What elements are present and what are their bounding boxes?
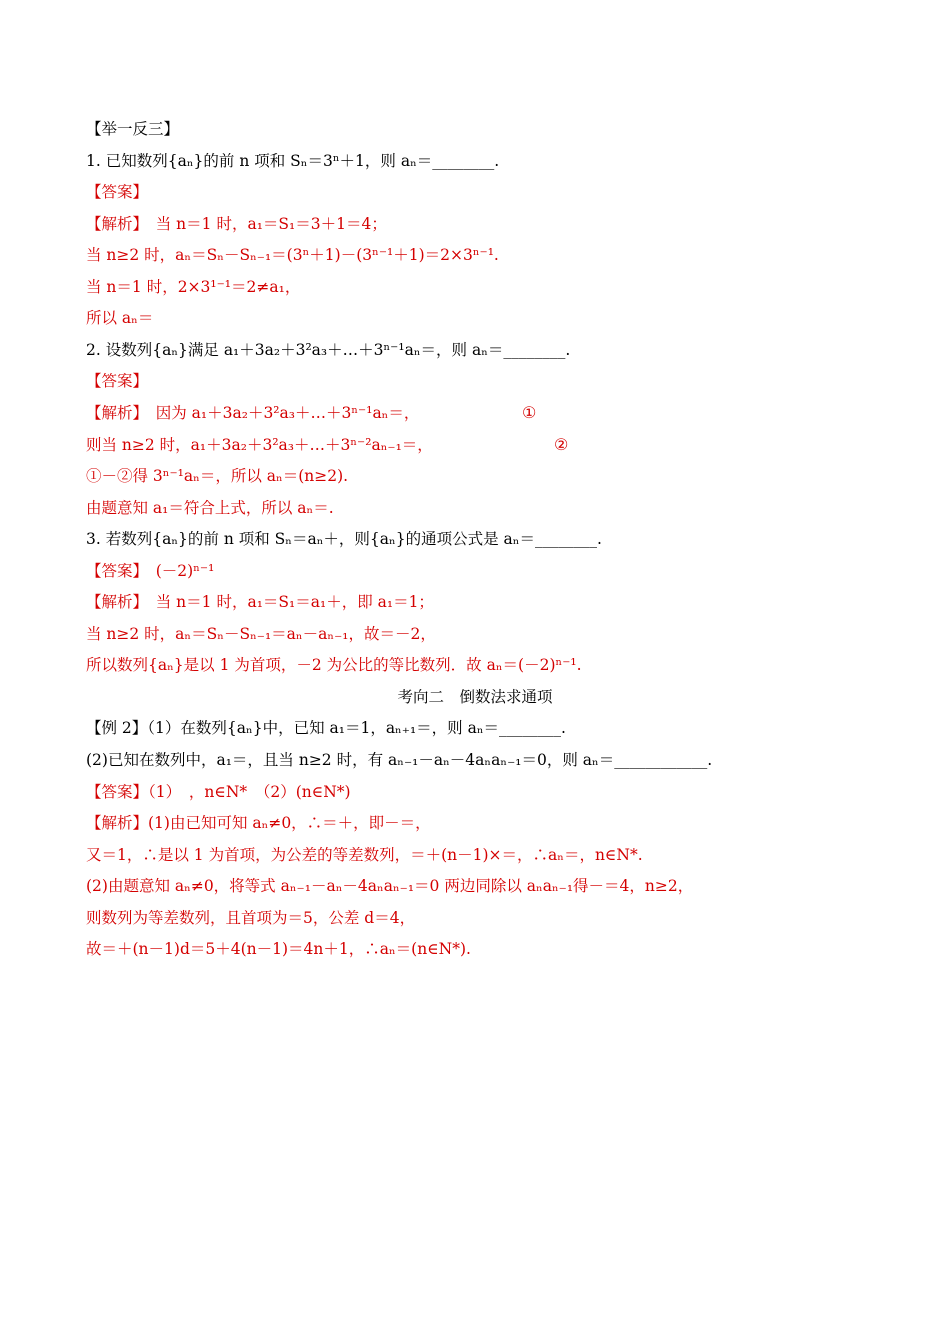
line-text: 则数列为等差数列，且首项为＝5，公差 d＝4，: [86, 908, 416, 927]
line-q3-answer: [86, 558, 214, 584]
line-ex2-sol-5: [86, 936, 471, 962]
line-text: 【答案】（1） ，n∈N* （2）(n∈N*): [86, 782, 351, 801]
line-q3-sol-3: [86, 652, 582, 678]
line-text: 由题意知 a₁＝符合上式，所以 aₙ＝.: [86, 498, 334, 517]
line-text: 2. 设数列{aₙ}满足 a₁＋3a₂＋3²a₃＋…＋3ⁿ⁻¹aₙ＝，则 aₙ＝________.: [86, 340, 571, 359]
line-q2-sol-3: [86, 463, 348, 489]
line-q1-sol-2: [86, 242, 499, 268]
line-text: (2)由题意知 aₙ≠0，将等式 aₙ₋₁－aₙ－4aₙaₙ₋₁＝0 两边同除以 aₙaₙ₋₁得－＝4，n≥2，: [86, 877, 694, 896]
line-text: 【例 2】（1）在数列{aₙ}中，已知 a₁＝1，aₙ₊₁＝，则 aₙ＝________.: [86, 719, 566, 738]
line-text: 1. 已知数列{aₙ}的前 n 项和 Sₙ＝3ⁿ＋1，则 aₙ＝________.: [86, 151, 500, 170]
line-ex2-part2: [86, 747, 712, 773]
line-text: 【答案】: [86, 372, 149, 391]
line-section-heading: [86, 116, 179, 142]
line-text: 当 n≥2 时，aₙ＝Sₙ－Sₙ₋₁＝(3ⁿ＋1)－(3ⁿ⁻¹＋1)＝2×3ⁿ⁻¹.: [86, 246, 499, 265]
line-text: 【解析】 当 n＝1 时，a₁＝S₁＝a₁＋，即 a₁＝1；: [86, 593, 434, 612]
line-q1-sol-1: [86, 211, 387, 237]
line-text: 当 n≥2 时，aₙ＝Sₙ－Sₙ₋₁＝aₙ－aₙ₋₁，故＝－2，: [86, 624, 436, 643]
line-q2-sol-2: [86, 432, 569, 458]
line-q2: [86, 337, 570, 363]
line-topic-title: [0, 684, 950, 710]
line-text: 【举一反三】: [86, 120, 180, 138]
line-q1-sol-3: [86, 274, 300, 300]
equation-marker: ①: [522, 402, 537, 422]
equation-marker: ②: [554, 434, 569, 454]
line-ex2-sol-4: [86, 905, 415, 931]
line-text: 又＝1，∴是以 1 为首项，为公差的等差数列，＝＋(n－1)×＝，∴aₙ＝，n∈N*.: [86, 845, 643, 864]
line-ex2-sol-2: [86, 842, 643, 868]
line-q3: [86, 526, 602, 552]
line-q3-sol-1: [86, 589, 434, 615]
line-text: 考向二 倒数法求通项: [397, 687, 553, 706]
line-ex2-sol-3: [86, 873, 693, 899]
line-text: (2)已知在数列中，a₁＝，且当 n≥2 时，有 aₙ₋₁－aₙ－4aₙaₙ₋₁＝0，则 aₙ＝____________.: [86, 751, 713, 769]
line-text: 当 n＝1 时，2×3¹⁻¹＝2≠a₁，: [86, 277, 301, 296]
line-q1: [86, 148, 499, 174]
line-text: 故＝＋(n－1)d＝5＋4(n－1)＝4n＋1，∴aₙ＝(n∈N*).: [86, 940, 471, 959]
line-text: 【解析】 当 n＝1 时，a₁＝S₁＝3＋1＝4；: [86, 214, 387, 233]
line-text: 【解析】(1)由已知可知 aₙ≠0，∴＝＋，即－＝，: [86, 814, 431, 833]
line-q3-sol-2: [86, 621, 436, 647]
line-text: 则当 n≥2 时，a₁＋3a₂＋3²a₃＋…＋3ⁿ⁻²aₙ₋₁＝，: [86, 435, 433, 454]
line-q2-sol-4: [86, 495, 334, 521]
line-q1-sol-4: [86, 305, 153, 331]
line-ex2-part1: [86, 715, 566, 741]
line-q2-answer: [86, 368, 148, 394]
line-text: ①－②得 3ⁿ⁻¹aₙ＝，所以 aₙ＝(n≥2).: [86, 467, 349, 486]
line-text: 所以数列{aₙ}是以 1 为首项，－2 为公比的等比数列．故 aₙ＝(－2)ⁿ⁻¹.: [86, 656, 582, 675]
line-text: 所以 aₙ＝: [86, 309, 154, 328]
line-ex2-sol-1: [86, 810, 431, 836]
line-text: 【答案】 (－2)ⁿ⁻¹: [86, 561, 215, 580]
line-text: 【解析】 因为 a₁＋3a₂＋3²a₃＋…＋3ⁿ⁻¹aₙ＝，: [86, 403, 420, 422]
line-q2-sol-1: [86, 400, 537, 426]
line-ex2-answer: [86, 779, 351, 805]
line-text: 3. 若数列{aₙ}的前 n 项和 Sₙ＝aₙ＋，则{aₙ}的通项公式是 aₙ＝________.: [86, 530, 602, 549]
line-text: 【答案】: [86, 183, 149, 202]
line-q1-answer: [86, 179, 148, 205]
